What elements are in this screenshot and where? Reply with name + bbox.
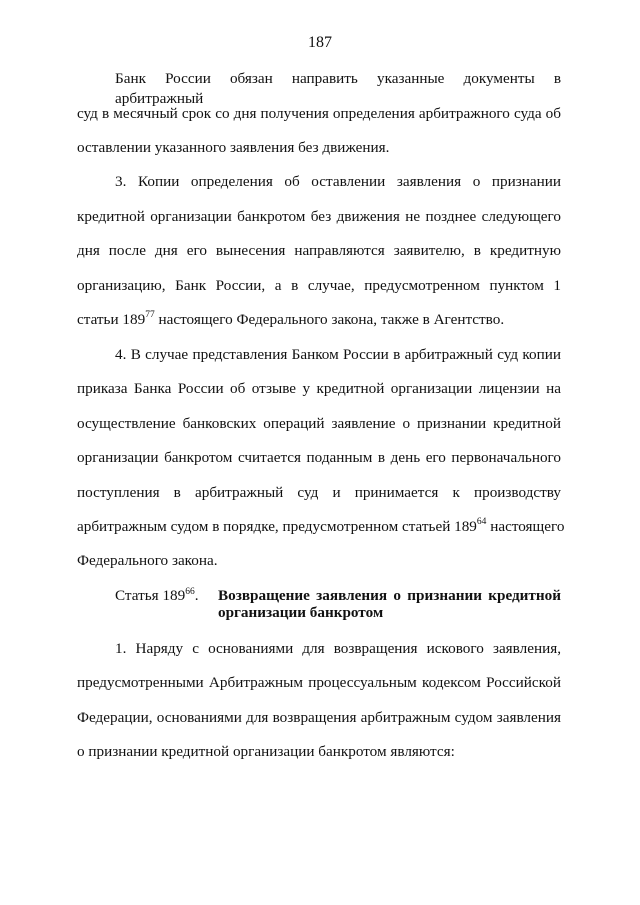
page-number: 187 [308,34,332,51]
article-label [115,586,199,606]
paragraph-5-line-3: Федерации, основаниями для возвращения арбитражным судом заявления [77,709,561,726]
article-label-dot: . [194,587,199,604]
paragraph-2-line-1: 3. Копии определения об оставлении заявления о признании [115,173,561,190]
article-title-line-2: организации банкротом [218,604,384,621]
article-number-superscript: 66 [185,586,195,597]
paragraph-3-line-6-text-a: арбитражным судом в порядке, предусмотренном статьей 189 [77,518,477,535]
paragraph-3-line-4: организации банкротом считается поданным в день его первоначального [77,449,561,466]
paragraph-3-line-6-text-b: настоящего [486,518,565,535]
superscript-64: 64 [476,516,487,527]
paragraph-2-line-5-text-b: настоящего Федерального закона, также в Агентство. [154,311,505,328]
paragraph-2-line-3: дня после дня его вынесения направляются заявителю, в кредитную [77,242,561,259]
paragraph-3-line-2: приказа Банка России об отзыве у кредитной организации лицензии на [77,380,561,397]
paragraph-1-line-1: Банк России обязан направить указанные документы в арбитражный [115,70,561,107]
paragraph-1-line-3: оставлении указанного заявления без движения. [77,139,390,156]
paragraph-5-line-2: предусмотренными Арбитражным процессуальным кодексом Российской [77,674,561,691]
paragraph-3-line-5: поступления в арбитражный суд и принимается к производству [77,484,561,501]
paragraph-2-line-5 [77,310,504,330]
paragraph-3-line-1: 4. В случае представления Банком России в арбитражный суд копии [115,346,561,363]
article-title-line-1: Возвращение заявления о признании кредитной [218,587,561,604]
paragraph-5-line-4: о признании кредитной организации банкротом являются: [77,743,455,760]
paragraph-1-line-2: суд в месячный срок со дня получения определения арбитражного суда об [77,105,561,122]
paragraph-3-line-7: Федерального закона. [77,552,218,569]
paragraph-2-line-5-text-a: статьи 189 [77,311,146,328]
article-label-text: Статья 189 [115,587,186,604]
paragraph-2-line-2: кредитной организации банкротом без движения не позднее следующего [77,208,561,225]
paragraph-2-line-4: организацию, Банк России, а в случае, предусмотренном пунктом 1 [77,277,561,294]
superscript-77: 77 [145,309,155,320]
paragraph-3-line-6 [77,517,564,537]
paragraph-5-line-1: 1. Наряду с основаниями для возвращения искового заявления, [115,640,561,657]
paragraph-3-line-3: осуществление банковских операций заявление о признании кредитной [77,415,561,432]
